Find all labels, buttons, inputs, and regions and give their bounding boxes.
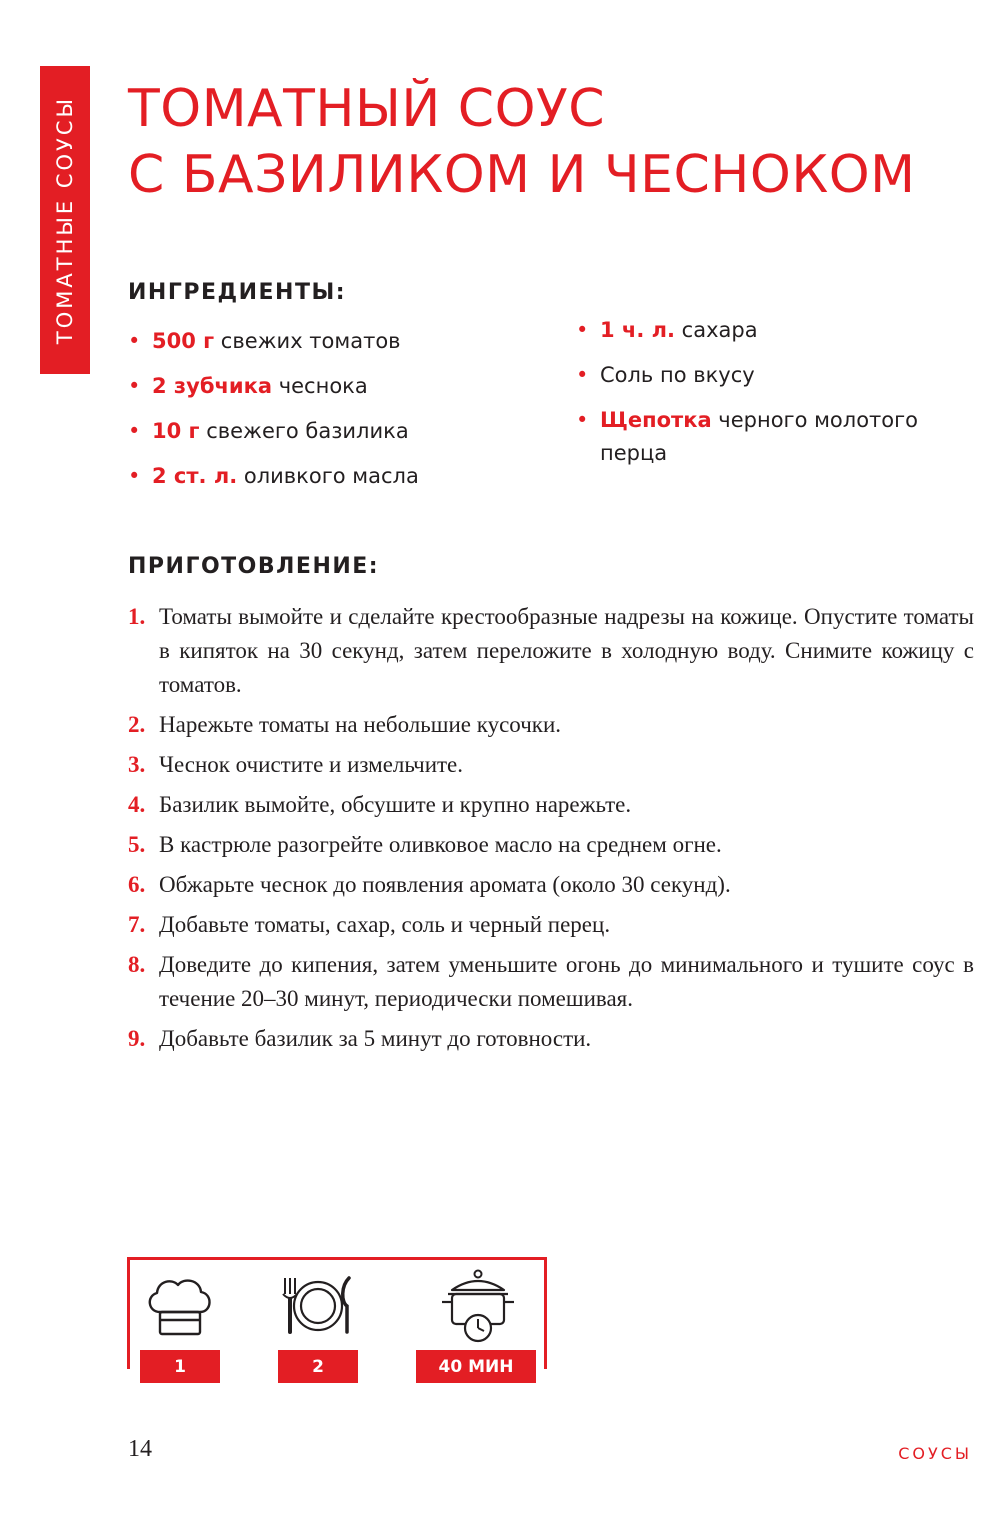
ingredient-item [576, 314, 976, 347]
ingredient-amount: Щепотка [600, 408, 712, 432]
step-text: Добавьте базилик за 5 минут до готовности. [159, 1026, 592, 1051]
step-item [128, 748, 974, 782]
ingredient-amount: 2 зубчика [152, 374, 273, 398]
ingredient-text: Соль по вкусу [600, 363, 755, 387]
ingredient-text: оливкого масла [237, 464, 419, 488]
ingredient-item [128, 460, 548, 493]
step-text: Обжарьте чеснок до появления аромата (около 30 секунд). [159, 872, 731, 897]
ingredient-item [128, 325, 548, 358]
ingredient-text: свежего базилика [199, 419, 409, 443]
step-item [128, 708, 974, 742]
step-text: Томаты вымойте и сделайте крестообразные надрезы на кожице. Опустите томаты в кипяток на 30 секунд, затем переложите в холодную воду. Снимите кожицу с томатов. [159, 604, 974, 697]
title-line-2: С БАЗИЛИКОМ И ЧЕСНОКОМ [128, 145, 916, 205]
ingredient-item [128, 370, 548, 403]
ingredient-item [128, 415, 548, 448]
ingredient-text: свежих томатов [214, 329, 401, 353]
ingredient-amount: 2 ст. л. [152, 464, 238, 488]
title-line-1: ТОМАТНЫЙ СОУС [128, 79, 606, 139]
ingredient-item [576, 359, 976, 392]
step-number: 7. [128, 912, 146, 937]
ingredients-heading: ИНГРЕДИЕНТЫ: [128, 280, 347, 305]
ingredient-amount: 10 г [152, 419, 200, 443]
recipe-title [128, 76, 916, 208]
servings-badge: 2 [278, 1350, 358, 1383]
step-text: Базилик вымойте, обсушите и крупно нарежьте. [159, 792, 632, 817]
step-number: 9. [128, 1026, 146, 1051]
ingredient-text: сахара [675, 318, 758, 342]
step-number: 3. [128, 752, 146, 777]
ingredients-list-right [576, 314, 976, 482]
step-number: 1. [128, 604, 146, 629]
step-text: Доведите до кипения, затем уменьшите огонь до минимального и тушите соус в течение 20–30 минут, периодически помешивая. [159, 952, 974, 1011]
ingredient-amount: 500 г [152, 329, 215, 353]
difficulty-badge: 1 [140, 1350, 220, 1383]
preparation-steps [128, 600, 974, 1062]
step-text: Нарежьте томаты на небольшие кусочки. [159, 712, 562, 737]
step-item [128, 908, 974, 942]
step-text: Чеснок очистите и измельчите. [159, 752, 464, 777]
step-item [128, 868, 974, 902]
step-item [128, 788, 974, 822]
step-number: 5. [128, 832, 146, 857]
section-side-tab [40, 66, 90, 374]
step-text: В кастрюле разогрейте оливковое масло на среднем огне. [159, 832, 722, 857]
ingredient-text: черного молотого перца [600, 408, 919, 465]
ingredients-list-left [128, 325, 548, 505]
step-text: Добавьте томаты, сахар, соль и черный перец. [159, 912, 611, 937]
pot-timer-icon [438, 1268, 518, 1344]
ingredient-amount: 1 ч. л. [600, 318, 675, 342]
step-number: 6. [128, 872, 146, 897]
step-item [128, 948, 974, 1016]
step-item [128, 600, 974, 702]
time-badge: 40 МИН [416, 1350, 536, 1383]
step-item [128, 1022, 974, 1056]
step-number: 2. [128, 712, 146, 737]
chef-hat-icon [144, 1274, 216, 1340]
ingredient-text: чеснока [272, 374, 368, 398]
step-number: 4. [128, 792, 146, 817]
step-number: 8. [128, 952, 146, 977]
preparation-heading: ПРИГОТОВЛЕНИЕ: [128, 554, 380, 579]
section-footer-label: СОУСЫ [898, 1444, 972, 1463]
side-tab-label: ТОМАТНЫЕ СОУСЫ [53, 95, 77, 345]
step-item [128, 828, 974, 862]
plate-cutlery-icon [275, 1272, 361, 1338]
ingredient-item [576, 404, 976, 470]
page-number: 14 [128, 1436, 152, 1462]
